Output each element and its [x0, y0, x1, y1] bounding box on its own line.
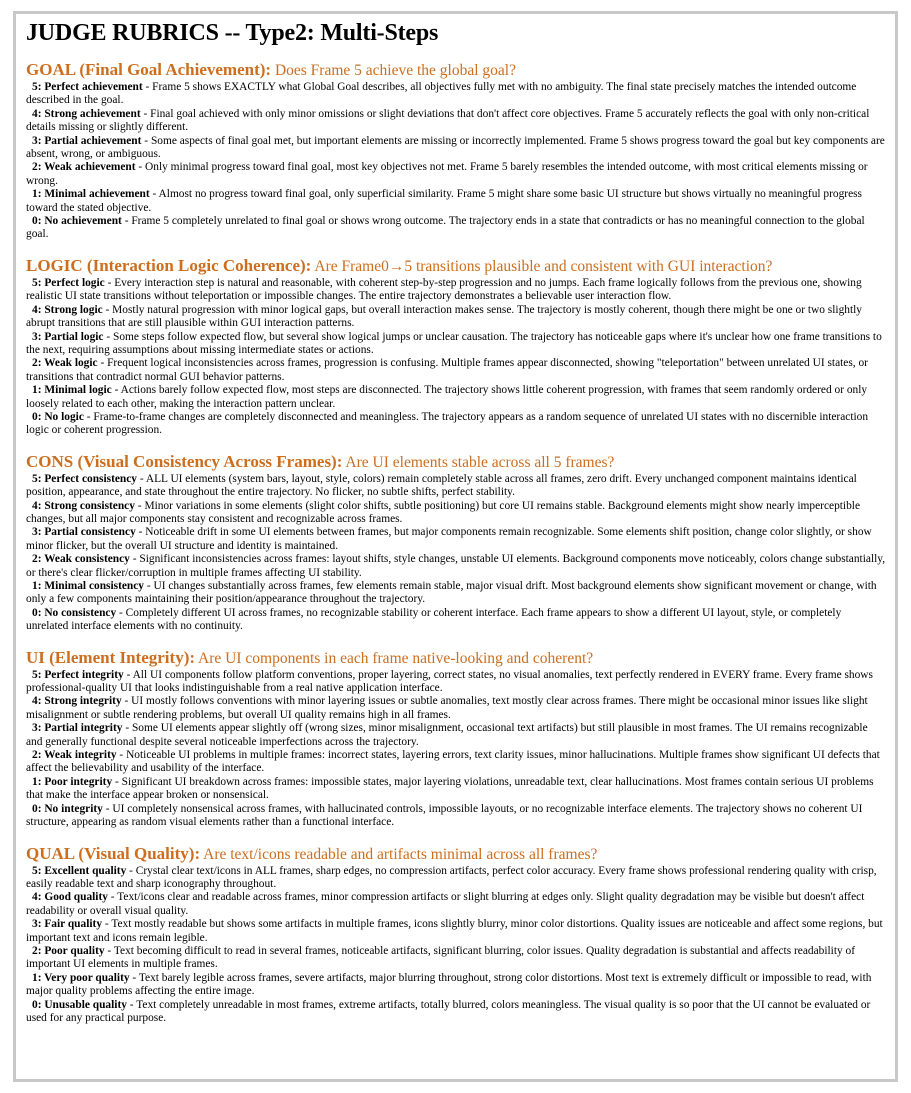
- rubric-level-item: [26, 972, 886, 999]
- rubric-section: [26, 256, 886, 438]
- level-description: - Minor variations in some elements (slight color shifts, subtle positioning) but core UI remains stable. Background elements might show nearly imperceptible changes, but all major components stay consistent and recognizable across frames.: [26, 499, 861, 525]
- section-heading: [26, 648, 886, 668]
- level-label: 0: No consistency: [32, 606, 117, 619]
- level-label: 5: Perfect integrity: [32, 668, 124, 681]
- level-label: 4: Strong consistency: [32, 499, 135, 512]
- rubric-level-item: [26, 999, 886, 1026]
- level-label: 2: Weak integrity: [32, 749, 117, 762]
- level-label: 1: Poor integrity: [32, 775, 113, 788]
- rubric-level-item: [26, 526, 886, 553]
- section-name: QUAL (Visual Quality):: [26, 843, 201, 863]
- rubric-level-item: [26, 108, 886, 135]
- rubric-level-item: [26, 722, 886, 749]
- rubric-level-item: [26, 411, 886, 438]
- level-label: 0: No achievement: [32, 215, 122, 228]
- level-label: 1: Minimal logic: [32, 384, 112, 397]
- section-heading: [26, 452, 886, 472]
- level-description: - Completely different UI across frames, no recognizable stability or coherent interface. Each frame appears to show a different UI layout, style, or completely unrelated interface elements with no continuity.: [26, 606, 842, 633]
- level-label: 1: Minimal achievement: [32, 188, 150, 201]
- section-heading: [26, 60, 886, 80]
- section-name: CONS (Visual Consistency Across Frames):: [26, 451, 343, 471]
- level-label: 4: Strong logic: [32, 303, 103, 316]
- level-description: - ALL UI elements (system bars, layout, style, colors) remain completely stable across all frames, zero drift. Every unchanged component maintains identical position, appearance, and state throughout the entire trajectory. No flicker, no subtle shifts, perfect stability.: [26, 472, 857, 499]
- rubric-section: [26, 648, 886, 830]
- level-label: 2: Weak achievement: [32, 161, 136, 174]
- section-question: Are UI elements stable across all 5 frames?: [345, 453, 615, 471]
- section-name: LOGIC (Interaction Logic Coherence):: [26, 255, 312, 275]
- level-label: 3: Partial integrity: [32, 722, 123, 735]
- rubric-level-item: [26, 891, 886, 918]
- document-title: JUDGE RUBRICS -- Type2: Multi-Steps: [26, 20, 439, 46]
- rubric-level-item: [26, 81, 886, 108]
- level-description: - Significant UI breakdown across frames: impossible states, major layering violations, unreadable text, clear hallucinations. Most frames contain serious UI problems that make the interface appear broken or nonsensical.: [26, 775, 874, 802]
- level-description: - Some steps follow expected flow, but several show logical jumps or unclear causation. The trajectory has noticeable gaps where it's unclear how one frame transitions to the next, requiring assumptions about missing intermediate states or actions.: [26, 330, 882, 356]
- level-label: 3: Partial logic: [32, 330, 104, 343]
- level-description: - Some aspects of final goal met, but important elements are missing or incorrectly implemented. Frame 5 shows progress toward the goal but key components are absent, wrong, or ambiguous.: [26, 134, 885, 161]
- rubric-level-item: [26, 669, 886, 696]
- level-label: 4: Strong integrity: [32, 695, 122, 708]
- level-label: 2: Poor quality: [32, 944, 105, 957]
- rubric-level-item: [26, 161, 886, 188]
- level-label: 3: Partial consistency: [32, 526, 136, 539]
- level-label: 1: Minimal consistency: [32, 580, 144, 592]
- rubric-section: [26, 844, 886, 1026]
- rubric-level-item: [26, 607, 886, 634]
- level-description: - Crystal clear text/icons in ALL frames, sharp edges, no compression artifacts, perfect color accuracy. Every frame shows professional rendering quality with crisp, easily readable text and sharp iconography throughout.: [26, 864, 877, 890]
- rubric-level-item: [26, 500, 886, 527]
- level-label: 5: Perfect achievement: [32, 81, 143, 93]
- level-label: 3: Fair quality: [32, 918, 103, 931]
- level-label: 4: Strong achievement: [32, 107, 141, 120]
- rubric-document: [13, 11, 898, 1082]
- rubric-level-item: [26, 357, 886, 384]
- level-description: - Text mostly readable but shows some artifacts in multiple frames, icons slightly blurry, minor color distortions. Quality issues are noticeable and affect some regions, but important text and icons remain legible.: [26, 918, 883, 944]
- level-label: 1: Very poor quality: [32, 971, 130, 984]
- rubric-level-item: [26, 188, 886, 215]
- level-description: - UI mostly follows conventions with minor layering issues or subtle anomalies, text mostly clear across frames. There might be occasional minor issues like slight misalignment or subtle rendering problems, but overall UI quality remains high in all frames.: [26, 695, 868, 721]
- level-description: - Text completely unreadable in most frames, extreme artifacts, totally blurred, colors meaningless. The visual quality is so poor that the UI cannot be evaluated or used for any practical purpose.: [26, 998, 871, 1024]
- rubric-level-item: [26, 776, 886, 803]
- level-label: 3: Partial achievement: [32, 134, 142, 147]
- section-question: Does Frame 5 achieve the global goal?: [274, 62, 516, 79]
- level-description: - Text becoming difficult to read in several frames, noticeable artifacts, significant blurring, color issues. Quality degradation is substantial and affects readability of important UI elements in multiple frames.: [26, 944, 856, 971]
- rubric-level-item: [26, 473, 886, 500]
- level-description: - Significant inconsistencies across frames: layout shifts, style changes, unstable UI elements. Background components move noticeably, colors change substantially, or there's clear flicker/corruption in multiple frames affecting UI stability.: [26, 553, 886, 579]
- level-label: 2: Weak consistency: [32, 553, 130, 566]
- rubric-level-item: [26, 331, 886, 358]
- level-description: - Frame-to-frame changes are completely disconnected and meaningless. The trajectory appears as a random sequence of unrelated UI states with no discernible interaction logic or coherent progression.: [26, 410, 869, 437]
- rubric-level-item: [26, 215, 886, 242]
- rubric-level-item: [26, 865, 886, 892]
- level-label: 5: Excellent quality: [32, 864, 127, 877]
- level-description: - UI changes substantially across frames, few elements remain stable, major visual drift. Most background elements show significant movement or change, with only a few components maintaining their position/appearance throughout the trajectory.: [26, 580, 877, 606]
- level-description: - UI completely nonsensical across frames, with hallucinated controls, impossible layouts, or no recognizable interface elements. The trajectory shows no coherent UI structure, appearing as random visual elements rather than a functional interface.: [26, 802, 863, 829]
- section-question: Are Frame0→5 transitions plausible and consistent with GUI interaction?: [314, 257, 773, 275]
- level-description: - Some UI elements appear slightly off (wrong sizes, minor misalignment, occasional text artifacts) but still plausible in most frames. The UI remains recognizable and generally functional despite several noticeable imperfections across the trajectory.: [26, 722, 868, 748]
- level-label: 5: Perfect consistency: [32, 472, 138, 485]
- section-heading: [26, 844, 886, 864]
- level-description: - Almost no progress toward final goal, only superficial similarity. Frame 5 might share some basic UI structure but shows virtually no meaningful progress toward the stated objective.: [26, 188, 862, 214]
- rubric-section: [26, 452, 886, 634]
- level-description: - Mostly natural progression with minor logical gaps, but overall interaction makes sense. The trajectory is mostly coherent, though there might be one or two slightly abrupt transitions that are still plausible within GUI interaction patterns.: [26, 303, 862, 330]
- level-description: - Final goal achieved with only minor omissions or slight deviations that don't affect core objectives. Frame 5 accurately reflects the goal with only non-critical details missing or slightly different.: [26, 107, 870, 134]
- level-description: - Text/icons clear and readable across frames, minor compression artifacts or slight blurring at edges only. Slight quality degradation may be visible but doesn't affect readability or overall visual quality.: [26, 891, 865, 917]
- section-heading: [26, 256, 886, 276]
- rubric-level-item: [26, 304, 886, 331]
- level-description: - Frame 5 completely unrelated to final goal or shows wrong outcome. The trajectory ends in a state that contradicts or has no meaningful connection to the global goal.: [26, 215, 865, 241]
- level-label: 0: No integrity: [32, 802, 103, 815]
- level-description: - Frame 5 shows EXACTLY what Global Goal describes, all objectives fully met with no ambiguity. The final state precisely matches the intended outcome described in the goal.: [26, 81, 857, 107]
- level-label: 4: Good quality: [32, 891, 108, 904]
- rubric-level-item: [26, 135, 886, 162]
- section-question: Are UI components in each frame native-looking and coherent?: [198, 649, 594, 667]
- level-label: 5: Perfect logic: [32, 276, 105, 289]
- level-description: - All UI components follow platform conventions, proper layering, correct states, no visual anomalies, text perfectly rendered in EVERY frame. Every frame shows professional-quality UI that looks indistinguishable from a real native application interface.: [26, 668, 873, 695]
- section-name: UI (Element Integrity):: [26, 647, 196, 667]
- level-description: - Frequent logical inconsistencies across frames, progression is confusing. Multiple frames appear disconnected, showing "teleportation" between unrelated UI states, or transitions that contradict normal GUI behavior patterns.: [26, 357, 868, 383]
- level-description: - Noticeable UI problems in multiple frames: incorrect states, layering errors, text clarity issues, minor hallucinations. Multiple frames show significant UI defects that affect the believability and usability of the interface.: [26, 749, 880, 775]
- rubric-section: [26, 60, 886, 242]
- rubric-level-item: [26, 277, 886, 304]
- rubric-sections: [26, 60, 886, 1025]
- rubric-level-item: [26, 945, 886, 972]
- rubric-level-item: [26, 580, 886, 607]
- level-description: - Every interaction step is natural and reasonable, with coherent step-by-step progression and no jumps. Each frame logically follows from the previous one, showing realistic UI state transitions without teleportation or impossible changes. The entire trajectory demonstrates a believable user interaction flow.: [26, 276, 862, 303]
- level-description: - Noticeable drift in some UI elements between frames, but major components remain recognizable. Some elements shift position, change color slightly, or show minor flicker, but the overall UI structure and identity is maintained.: [26, 526, 872, 552]
- rubric-level-item: [26, 803, 886, 830]
- rubric-level-item: [26, 695, 886, 722]
- rubric-level-item: [26, 749, 886, 776]
- level-description: - Only minimal progress toward final goal, most key objectives not met. Frame 5 barely resembles the intended outcome, with most critical elements missing or wrong.: [26, 161, 868, 187]
- level-label: 0: No logic: [32, 410, 84, 423]
- rubric-level-item: [26, 384, 886, 411]
- level-description: - Actions barely follow expected flow, most steps are disconnected. The trajectory shows little coherent progression, with frames that seem randomly ordered or only loosely related to each other, making the interaction pattern unclear.: [26, 384, 868, 410]
- rubric-level-item: [26, 553, 886, 580]
- section-question: Are text/icons readable and artifacts minimal across all frames?: [203, 845, 598, 863]
- level-label: 2: Weak logic: [32, 357, 98, 370]
- level-label: 0: Unusable quality: [32, 998, 127, 1011]
- section-name: GOAL (Final Goal Achievement):: [26, 60, 272, 79]
- level-description: - Text barely legible across frames, severe artifacts, major blurring throughout, strong color distortions. Most text is extremely difficult or impossible to read, with major quality problems affecting the entire image.: [26, 971, 872, 998]
- rubric-level-item: [26, 918, 886, 945]
